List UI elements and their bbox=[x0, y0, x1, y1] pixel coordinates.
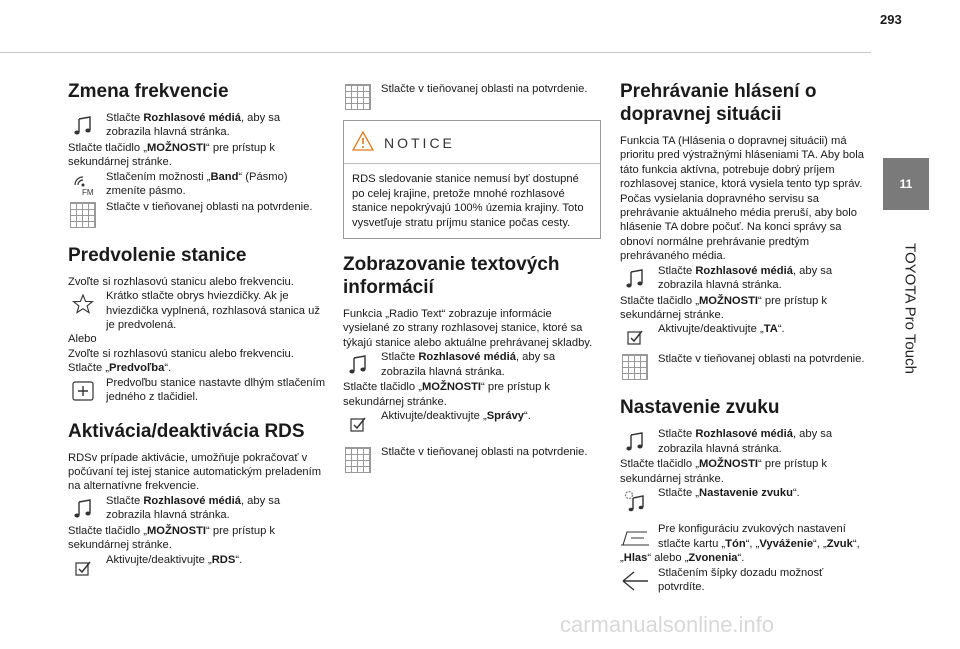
paragraph-text: Stlačte tlačidlo „ bbox=[620, 294, 699, 307]
paragraph-text: “ pre prístup k sekundárnej stránke. bbox=[620, 294, 828, 322]
tab-icon bbox=[620, 524, 650, 550]
paragraph bbox=[620, 294, 872, 323]
shaded-area-icon bbox=[343, 447, 373, 473]
step bbox=[620, 566, 872, 596]
step-text: Aktivujte/deaktivujte „ bbox=[658, 323, 764, 336]
step-text: Predvoľbu stanice nastavte dlhým stlačením jedného z tlačidiel. bbox=[106, 376, 326, 404]
paragraph bbox=[68, 361, 326, 375]
music-note-icon bbox=[68, 113, 98, 139]
step-text: “. bbox=[235, 553, 243, 566]
column-1 bbox=[68, 80, 326, 597]
paragraph: Funkcia TA (Hlásenia o dopravnej situácii) má prioritu pred výstražnými hláseniami TA. Aby bola táto funkcia aktívna, potrebuje dobrý príjem rozhlasovej stanice, ktorá vysiela tento typ správ. Počas vysielania dopravného servisu sa prehrávanie aktuálneho média preruší, aby bolo hlásenie TA dobre počuť. Na konci správy sa obnoví normálne prehrávanie predtým prehrávaného média. bbox=[620, 135, 864, 263]
music-note-icon bbox=[620, 266, 650, 292]
step-text: Stlačte bbox=[106, 112, 144, 124]
paragraph-text: Stlačte tlačidlo „ bbox=[68, 142, 147, 154]
warning-triangle-icon bbox=[352, 131, 374, 155]
paragraph-text: Stlačte tlačidlo „ bbox=[620, 458, 699, 471]
step bbox=[620, 322, 872, 352]
shaded-area-icon bbox=[343, 84, 373, 110]
step-emphasis: Rozhlasové médiá bbox=[143, 112, 241, 124]
step-emphasis: Rozhlasové médiá bbox=[695, 428, 793, 441]
music-note-icon bbox=[68, 496, 98, 522]
step-text: , aby sa zobrazila hlavná stránka. bbox=[381, 351, 556, 378]
step-emphasis: Rozhlasové médiá bbox=[143, 494, 241, 507]
section-title: Aktivácia/deaktivácia RDS bbox=[68, 420, 305, 442]
step-text: Stlačte v tieňovanej oblasti na potvrdenie. bbox=[658, 353, 865, 366]
step bbox=[68, 170, 326, 200]
step-text: Aktivujte/deaktivujte „ bbox=[381, 410, 487, 423]
section-title: Predvolenie stanice bbox=[68, 244, 247, 266]
step-text: Stlačte v tieňovanej oblasti na potvrdenie. bbox=[381, 83, 588, 95]
step-text: , aby sa zobrazila hlavná stránka. bbox=[658, 264, 833, 292]
shaded-area-icon bbox=[68, 202, 98, 228]
step-emphasis: Zvuk bbox=[826, 537, 853, 550]
step-emphasis: Hlas bbox=[623, 552, 648, 565]
page-number: 293 bbox=[880, 12, 902, 27]
step-emphasis: Rozhlasové médiá bbox=[418, 351, 516, 364]
step bbox=[620, 522, 872, 565]
step-text: “. bbox=[777, 323, 785, 336]
music-note-icon bbox=[620, 429, 650, 455]
section-textove-informacie bbox=[343, 253, 601, 475]
step-emphasis: Band bbox=[210, 170, 239, 183]
paragraph bbox=[343, 380, 601, 409]
step-emphasis: Nastavenie zvuku bbox=[699, 487, 793, 500]
paragraph-emphasis: MOŽNOSTI bbox=[698, 294, 759, 307]
chapter-side-title: TOYOTA Pro Touch bbox=[901, 243, 919, 374]
step bbox=[343, 350, 601, 380]
paragraph-emphasis: MOŽNOSTI bbox=[146, 142, 207, 154]
svg-text:FM: FM bbox=[82, 187, 94, 197]
paragraph-text: “. bbox=[164, 362, 172, 375]
step-text: Stlačte bbox=[106, 494, 144, 507]
step bbox=[620, 352, 872, 382]
watermark: carmanualsonline.info bbox=[560, 612, 775, 637]
notice-header bbox=[344, 121, 600, 164]
step-text: “ alebo „ bbox=[647, 552, 689, 565]
checkbox-icon bbox=[343, 411, 373, 437]
paragraph: Funkcia „Radio Text“ zobrazuje informácie vysielané zo strany rozhlasovej stanice, ktoré sa týkajú stanice alebo aktuálne prehrávanej skladby. bbox=[343, 308, 593, 349]
sound-settings-icon bbox=[620, 488, 650, 514]
paragraph-emphasis: Predvoľba bbox=[109, 362, 165, 375]
star-outline-icon bbox=[68, 291, 98, 317]
step-text: “. bbox=[524, 410, 531, 423]
step bbox=[68, 200, 326, 230]
step bbox=[620, 427, 872, 457]
step-emphasis: Zvonenia bbox=[688, 552, 738, 565]
step-text: Stlačením šípky dozadu možnosť potvrdíte. bbox=[658, 566, 824, 593]
step bbox=[68, 494, 326, 524]
section-title: Zmena frekvencie bbox=[68, 81, 229, 102]
step-emphasis: Vyváženie bbox=[759, 537, 814, 550]
step-text: Krátko stlačte obrys hviezdičky. Ak je hviezdička vyplnená, rozhlasová stanica už je predvolená. bbox=[106, 290, 320, 332]
step-text: “, „ bbox=[620, 537, 860, 565]
step-text: “. bbox=[737, 552, 745, 565]
step-text: Stlačte v tieňovanej oblasti na potvrdenie. bbox=[106, 200, 313, 213]
step bbox=[68, 289, 326, 332]
step-text: “, „ bbox=[813, 537, 827, 550]
shaded-area-icon bbox=[620, 354, 650, 380]
step-text: “, „ bbox=[745, 537, 760, 550]
paragraph-text: Stlačte tlačidlo „ bbox=[68, 524, 147, 537]
step-text: Stlačte v tieňovanej oblasti na potvrdenie. bbox=[381, 446, 588, 459]
music-note-icon bbox=[343, 352, 373, 378]
step-emphasis: RDS bbox=[211, 553, 236, 566]
plus-box-icon bbox=[68, 378, 98, 404]
chapter-tab: 11 bbox=[883, 158, 929, 210]
step bbox=[620, 264, 872, 294]
step-text: Stlačte bbox=[658, 264, 696, 277]
step bbox=[68, 376, 326, 406]
paragraph bbox=[68, 141, 326, 170]
paragraph-text: “ pre prístup k sekundárnej stránke. bbox=[620, 458, 828, 485]
paragraph bbox=[620, 457, 872, 486]
step-text: Aktivujte/deaktivujte „ bbox=[106, 553, 212, 566]
paragraph: RDSv prípade aktivácie, umožňuje pokračovať v počúvaní tej istej stanice automatickým preladením na alternatívne frekvencie. bbox=[68, 451, 322, 493]
paragraph-emphasis: MOŽNOSTI bbox=[146, 524, 207, 537]
section-zmena-frekvencie bbox=[68, 80, 326, 230]
step-text: Stlačte bbox=[658, 428, 696, 441]
section-title: Nastavenie zvuku bbox=[620, 397, 780, 419]
notice-box bbox=[343, 120, 601, 239]
step-text: , aby sa zobrazila hlavná stránka. bbox=[106, 112, 281, 139]
step-text: , aby sa zobrazila hlavná stránka. bbox=[106, 494, 281, 522]
step bbox=[68, 111, 326, 141]
section-aktivacia-rds bbox=[68, 420, 326, 583]
step-emphasis: Rozhlasové médiá bbox=[695, 264, 793, 277]
step-emphasis: TA bbox=[763, 323, 778, 336]
paragraph-text: “ pre prístup k sekundárnej stránke. bbox=[343, 381, 551, 408]
paragraph-text: Stlačte tlačidlo „ bbox=[343, 381, 422, 394]
section-title: Prehrávanie hlásení o dopravnej situácii bbox=[620, 81, 817, 125]
paragraph-text: “ pre prístup k sekundárnej stránke. bbox=[68, 524, 276, 552]
paragraph-emphasis: MOŽNOSTI bbox=[698, 458, 759, 471]
radio-fm-icon bbox=[68, 172, 98, 198]
step-text: Stlačte bbox=[381, 351, 419, 364]
paragraph: Zvoľte si rozhlasovú stanicu alebo frekvenciu. bbox=[68, 275, 294, 288]
step-emphasis: Tón bbox=[725, 537, 746, 550]
notice-title: NOTICE bbox=[384, 135, 455, 151]
step bbox=[343, 82, 601, 112]
column-3 bbox=[620, 80, 872, 610]
section-nastavenie-zvuku bbox=[620, 396, 872, 595]
paragraph-emphasis: MOŽNOSTI bbox=[421, 381, 482, 394]
section-dopravne-hlasenia bbox=[620, 80, 872, 382]
section-predvolenie-stanice bbox=[68, 244, 326, 406]
paragraph-text: Stlačte „ bbox=[68, 362, 110, 375]
step-text: Stlačením možnosti „ bbox=[106, 170, 211, 183]
step bbox=[343, 409, 601, 439]
checkbox-icon bbox=[68, 555, 98, 581]
step-text: Pre konfiguráciu zvukových nastavení stlačte kartu „ bbox=[658, 523, 846, 550]
step bbox=[343, 445, 601, 475]
paragraph: Zvoľte si rozhlasovú stanicu alebo frekvenciu. bbox=[68, 347, 294, 360]
step bbox=[68, 553, 326, 583]
checkbox-icon bbox=[620, 324, 650, 350]
step-text: “ (Pásmo) zmeníte pásmo. bbox=[106, 170, 288, 198]
step-text: , aby sa zobrazila hlavná stránka. bbox=[658, 428, 833, 455]
column-2 bbox=[343, 82, 601, 489]
paragraph bbox=[68, 524, 326, 553]
section-title: Zobrazovanie textových informácií bbox=[343, 254, 560, 299]
step-text: “. bbox=[792, 487, 800, 500]
paragraph-text: “ pre prístup k sekundárnej stránke. bbox=[68, 142, 276, 169]
back-arrow-icon bbox=[620, 568, 650, 594]
step-text: Stlačte „ bbox=[658, 487, 700, 500]
step bbox=[620, 486, 872, 516]
step-emphasis: Správy bbox=[486, 410, 525, 423]
paragraph: Alebo bbox=[68, 333, 97, 346]
header-divider bbox=[0, 52, 871, 53]
notice-body: RDS sledovanie stanice nemusí byť dostupné po celej krajine, pretože mnohé rozhlasové stanice nepokrývajú 100% územia krajiny. Toto vysvetľuje stratu príjmu stanice počas cesty. bbox=[352, 173, 584, 229]
